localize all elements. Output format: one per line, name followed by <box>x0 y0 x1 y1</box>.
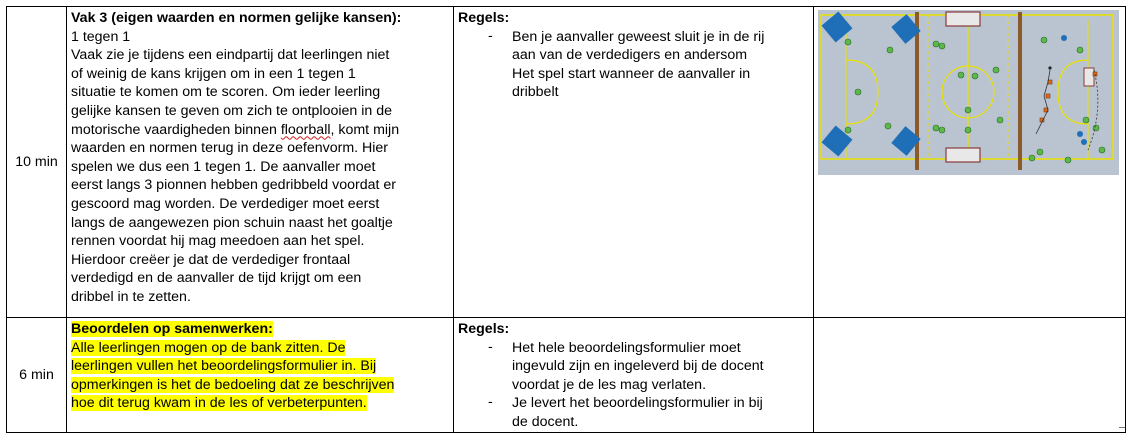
rule-line: Je levert het beoordelingsformulier in bij <box>512 395 763 412</box>
rule-line: Het hele beoordelingsformulier moet <box>512 339 741 356</box>
rules-cell <box>454 7 814 318</box>
description-line-floorball: motorische vaardigheden binnen floorball, komt mijn <box>71 121 400 138</box>
bullet-dash: - <box>488 394 493 411</box>
description-cell <box>67 318 454 433</box>
empty-cell <box>814 318 1126 433</box>
description-line: waarden en normen terug in deze oefenvorm. Hier <box>71 140 389 157</box>
rules-title: Regels: <box>458 10 510 26</box>
description-line: verdedigd en de aanvaller de tijd krijgt om een <box>71 270 362 287</box>
bullet-dash: - <box>488 338 493 355</box>
description-line: Vaak zie je tijdens een eindpartij dat leerlingen niet <box>71 47 390 64</box>
rule-item <box>458 394 809 431</box>
time-cell <box>7 7 67 318</box>
exercise-title: Vak 3 (eigen waarden en normen gelijke kansen): <box>71 10 402 26</box>
assessment-title: Beoordelen op samenwerken: <box>71 321 273 337</box>
spellcheck-word: floorball <box>280 121 331 138</box>
description-line: 1 tegen 1 <box>71 28 131 45</box>
description-line: Alle leerlingen mogen op de bank zitten. De <box>71 339 346 356</box>
description-line: rennen voordat hij mag meedoen aan het spel. <box>71 233 365 250</box>
description-line: hoe dit terug kwam in de les of verbeterpunten. <box>71 395 367 412</box>
rule-line: Ben je aanvaller geweest sluit je in de rij <box>512 28 765 45</box>
floorball-field-diagram <box>818 10 1119 175</box>
rules-title: Regels: <box>458 321 510 337</box>
time-label: 10 min <box>15 154 58 170</box>
rule-line: de docent. <box>512 413 579 430</box>
rules-list <box>458 339 809 432</box>
description-line: leerlingen vullen het beoordelingsformulier in. Bij <box>71 358 377 375</box>
table-row <box>7 318 1126 433</box>
rules-cell <box>454 318 814 433</box>
description-line: of weinig de kans krijgen om in een 1 tegen 1 <box>71 65 356 82</box>
rule-line: aan van de verdedigers en andersom <box>512 47 748 64</box>
lesson-plan-table <box>6 6 1126 433</box>
description-line: gelijke kansen te geven om zich te ontplooien in de <box>71 102 393 119</box>
rules-list <box>458 28 809 102</box>
description-line: langs de aangewezen pion schuin naast het goaltje <box>71 214 393 231</box>
figure-cell <box>814 7 1126 318</box>
bullet-dash: - <box>488 27 493 44</box>
rule-line: dribbelt <box>512 84 559 101</box>
time-label: 6 min <box>19 366 54 383</box>
description-line: gescoord mag worden. De verdediger moet eerst <box>71 195 380 212</box>
rule-line: voordat je de les mag verlaten. <box>512 376 707 393</box>
description-line: situatie te komen om te scoren. Om ieder leerling <box>71 84 381 101</box>
description-line: spelen we dus een 1 tegen 1. De aanvaller moet <box>71 158 376 175</box>
description-line: Hierdoor creëer je dat de verdediger frontaal <box>71 251 351 268</box>
rule-item <box>458 28 809 102</box>
description-line: eerst langs 3 pionnen hebben gedribbeld voordat er <box>71 177 396 194</box>
page-edge-mark <box>1119 427 1125 428</box>
description-cell <box>67 7 454 318</box>
description-line: opmerkingen is het de bedoeling dat ze beschrijven <box>71 376 395 393</box>
rule-item <box>458 339 809 395</box>
time-cell <box>7 318 67 433</box>
table-row <box>7 7 1126 318</box>
description-line: dribbel in te zetten. <box>71 288 191 305</box>
rule-line: Het spel start wanneer de aanvaller in <box>512 65 751 82</box>
rule-line: ingevuld zijn en ingeleverd bij de docent <box>512 358 764 375</box>
